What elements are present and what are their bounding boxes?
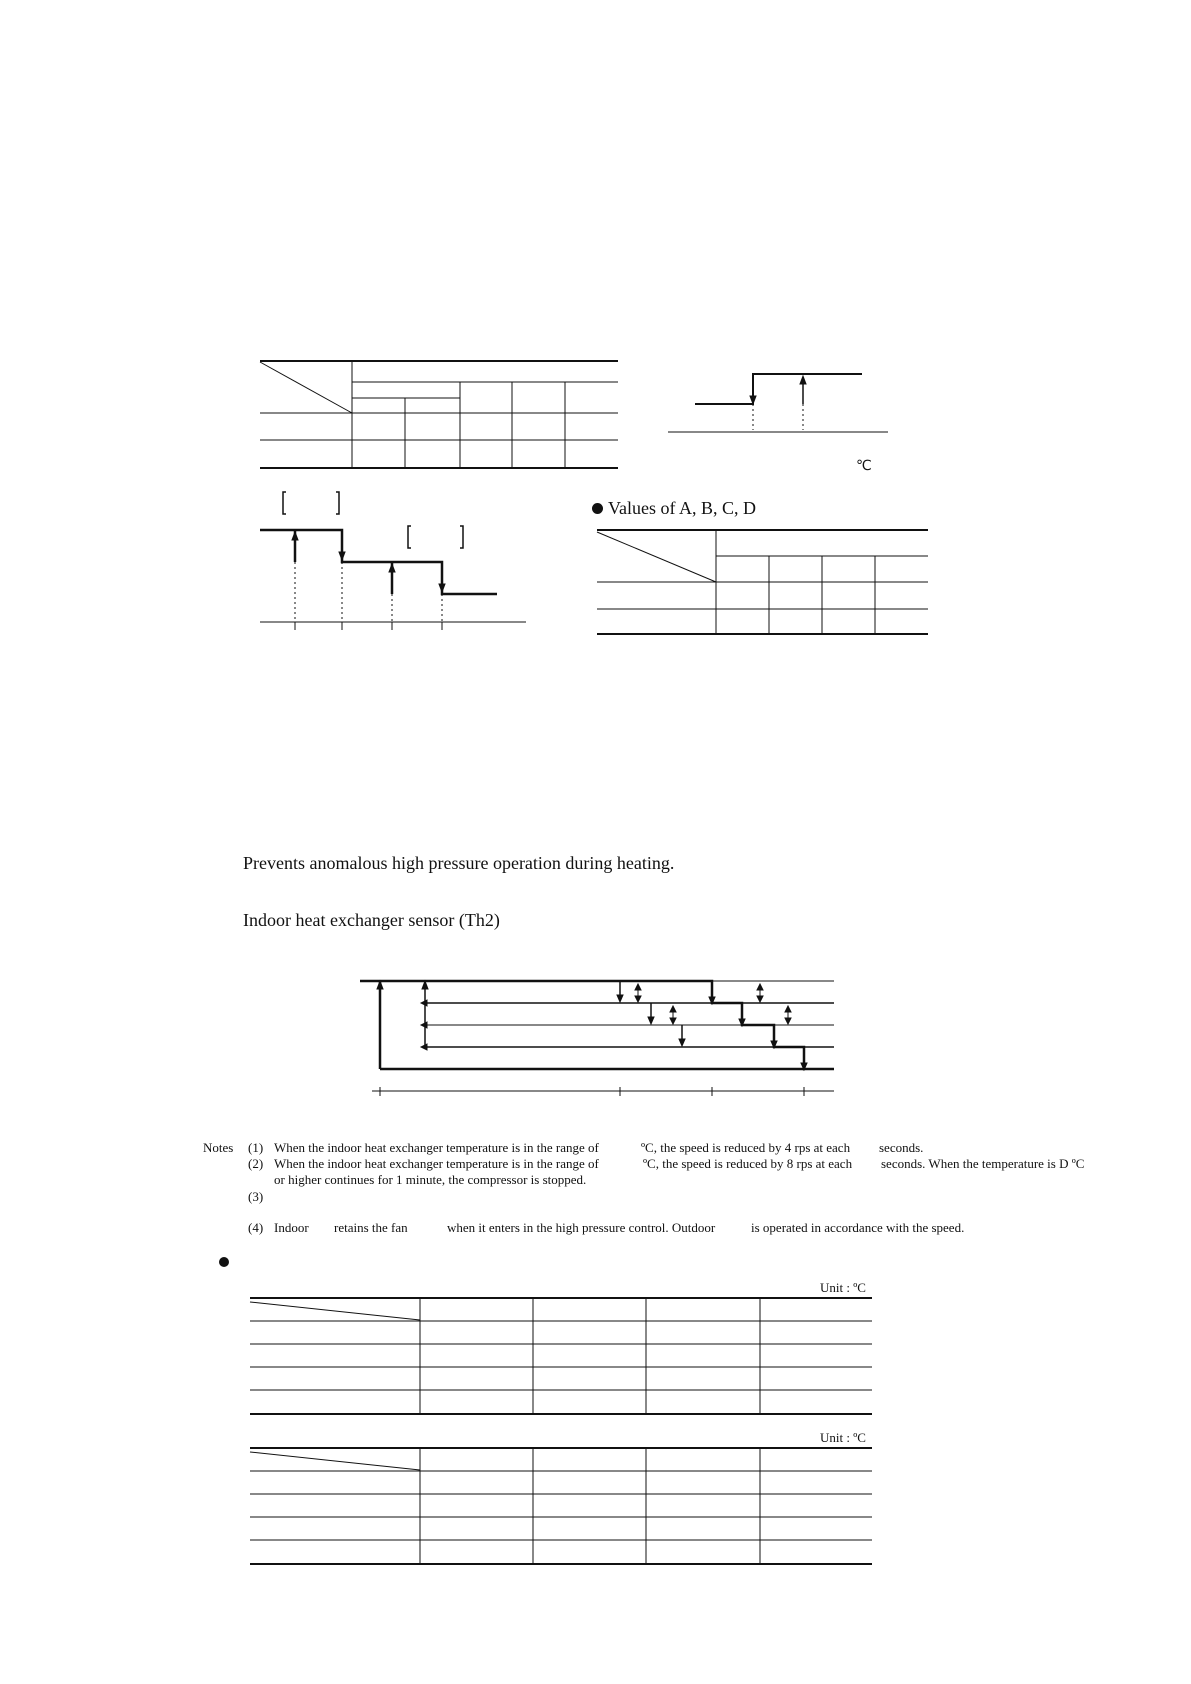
note-1-part-b: ºC, the speed is reduced by 4 rps at each: [641, 1140, 851, 1155]
note-2-part-a: When the indoor heat exchanger temperature is in the range of: [274, 1156, 599, 1171]
note-4-part-d: is operated in accordance with the speed.: [751, 1220, 965, 1235]
note-4-part-b: retains the fan: [334, 1220, 408, 1235]
note-2-num: (2): [248, 1156, 264, 1171]
note-4-num: (4): [248, 1220, 264, 1235]
values-heading: Values of A, B, C, D: [608, 498, 756, 518]
note-1-part-c: seconds.: [879, 1140, 924, 1155]
note-4-part-a: Indoor: [274, 1220, 309, 1235]
note-2-continuation: or higher continues for 1 minute, the compressor is stopped.: [274, 1172, 587, 1187]
unit-label-1: Unit : ºC: [820, 1280, 866, 1295]
note-2-part-c: seconds. When the temperature is D ºC: [881, 1156, 1085, 1171]
note-1-part-a: When the indoor heat exchanger temperature is in the range of: [274, 1140, 599, 1155]
unit-label-2: Unit : ºC: [820, 1430, 866, 1445]
sensor-text: Indoor heat exchanger sensor (Th2): [243, 910, 500, 930]
note-3-num: (3): [248, 1189, 264, 1204]
note-1-num: (1): [248, 1140, 264, 1155]
purpose-text: Prevents anomalous high pressure operation during heating.: [243, 853, 675, 873]
notes-label: Notes: [203, 1140, 234, 1155]
note-4-part-c: when it enters in the high pressure control. Outdoor: [447, 1220, 716, 1235]
note-2-part-b: ºC, the speed is reduced by 8 rps at each: [643, 1156, 853, 1171]
hysteresis-unit: ℃: [856, 458, 872, 474]
